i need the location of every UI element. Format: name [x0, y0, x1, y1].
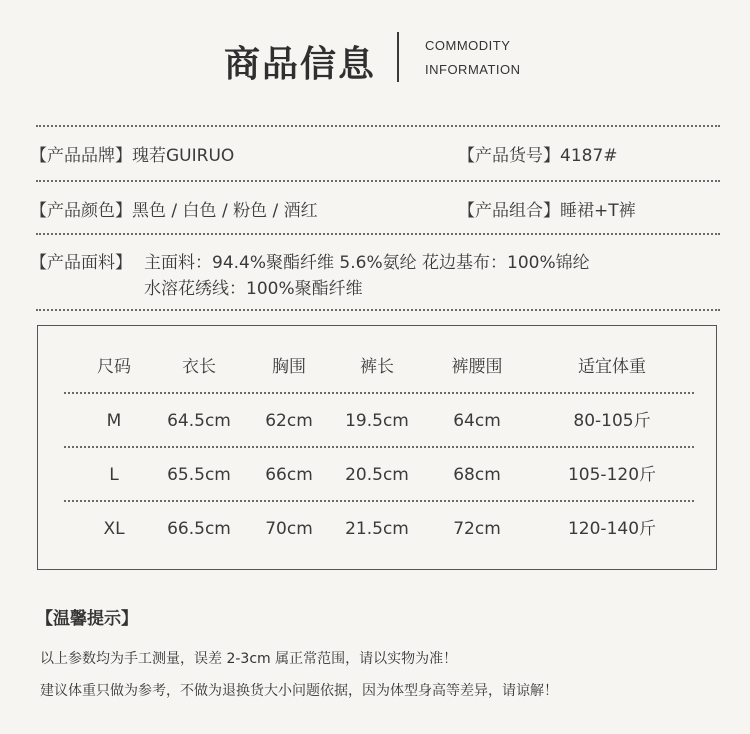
cell-bust: 66cm [265, 465, 313, 485]
header-weight: 适宜体重 [578, 357, 646, 377]
sku-value: 4187# [560, 146, 618, 166]
cell-weight: 120-140斤 [567, 519, 657, 539]
cell-bust: 70cm [265, 519, 313, 539]
cell-weight: 105-120斤 [567, 465, 657, 485]
subtitle-line-2: INFORMATION [425, 62, 521, 77]
sku-label: 【产品货号】 [458, 146, 560, 166]
fabric-line-2: 水溶花绣线：100%聚酯纤维 [144, 279, 363, 299]
cell-length: 64.5cm [167, 411, 231, 431]
divider [36, 233, 720, 235]
divider [36, 309, 720, 311]
cell-weight: 80-105斤 [573, 411, 651, 431]
cell-waist: 68cm [453, 465, 501, 485]
cell-pant-length: 19.5cm [345, 411, 409, 431]
cell-length: 66.5cm [167, 519, 231, 539]
tips-line-2: 建议体重只做为参考，不做为退换货大小问题依据，因为体型身高等差异，请谅解！ [40, 683, 558, 699]
sku-field [458, 141, 618, 166]
divider [36, 180, 720, 182]
cell-waist: 64cm [453, 411, 501, 431]
combo-label: 【产品组合】 [458, 201, 560, 221]
cell-waist: 72cm [453, 519, 501, 539]
table-row [64, 448, 694, 502]
divider [36, 125, 720, 127]
brand-field [30, 141, 234, 166]
header-size: 尺码 [97, 357, 131, 377]
color-label: 【产品颜色】 [30, 201, 132, 221]
size-chart [37, 325, 717, 570]
tips-title: 【温馨提示】 [36, 609, 138, 629]
size-table [64, 326, 694, 556]
cell-size: M [106, 411, 122, 431]
fabric-label: 【产品面料】 [30, 253, 132, 273]
brand-value: 瑰若GUIRUO [132, 146, 235, 166]
header-bust: 胸围 [272, 357, 306, 377]
header-pant-length: 裤长 [360, 357, 394, 377]
subtitle-line-1: COMMODITY [425, 38, 511, 53]
table-header-row [64, 340, 694, 394]
cell-pant-length: 20.5cm [345, 465, 409, 485]
combo-field [458, 196, 636, 221]
cell-size: L [109, 465, 119, 485]
tips-line-1: 以上参数均为手工测量，误差 2-3cm 属正常范围，请以实物为准！ [40, 651, 458, 667]
cell-size: XL [103, 519, 125, 539]
combo-value: 睡裙+T裤 [560, 201, 636, 221]
title-divider [397, 32, 399, 82]
header-length: 衣长 [182, 357, 216, 377]
fabric-line-1: 主面料：94.4%聚酯纤维 5.6%氨纶 花边基布：100%锦纶 [144, 253, 590, 273]
table-row [64, 394, 694, 448]
header-waist: 裤腰围 [451, 357, 503, 377]
page-header [0, 30, 750, 90]
brand-label: 【产品品牌】 [30, 146, 132, 166]
color-field [30, 196, 318, 221]
table-row [64, 502, 694, 556]
page-title: 商品信息 [224, 44, 377, 85]
page-subtitle [425, 34, 521, 82]
cell-length: 65.5cm [167, 465, 231, 485]
cell-pant-length: 21.5cm [345, 519, 409, 539]
color-value: 黑色 / 白色 / 粉色 / 酒红 [132, 201, 318, 221]
fabric-value [144, 250, 590, 302]
cell-bust: 62cm [265, 411, 313, 431]
